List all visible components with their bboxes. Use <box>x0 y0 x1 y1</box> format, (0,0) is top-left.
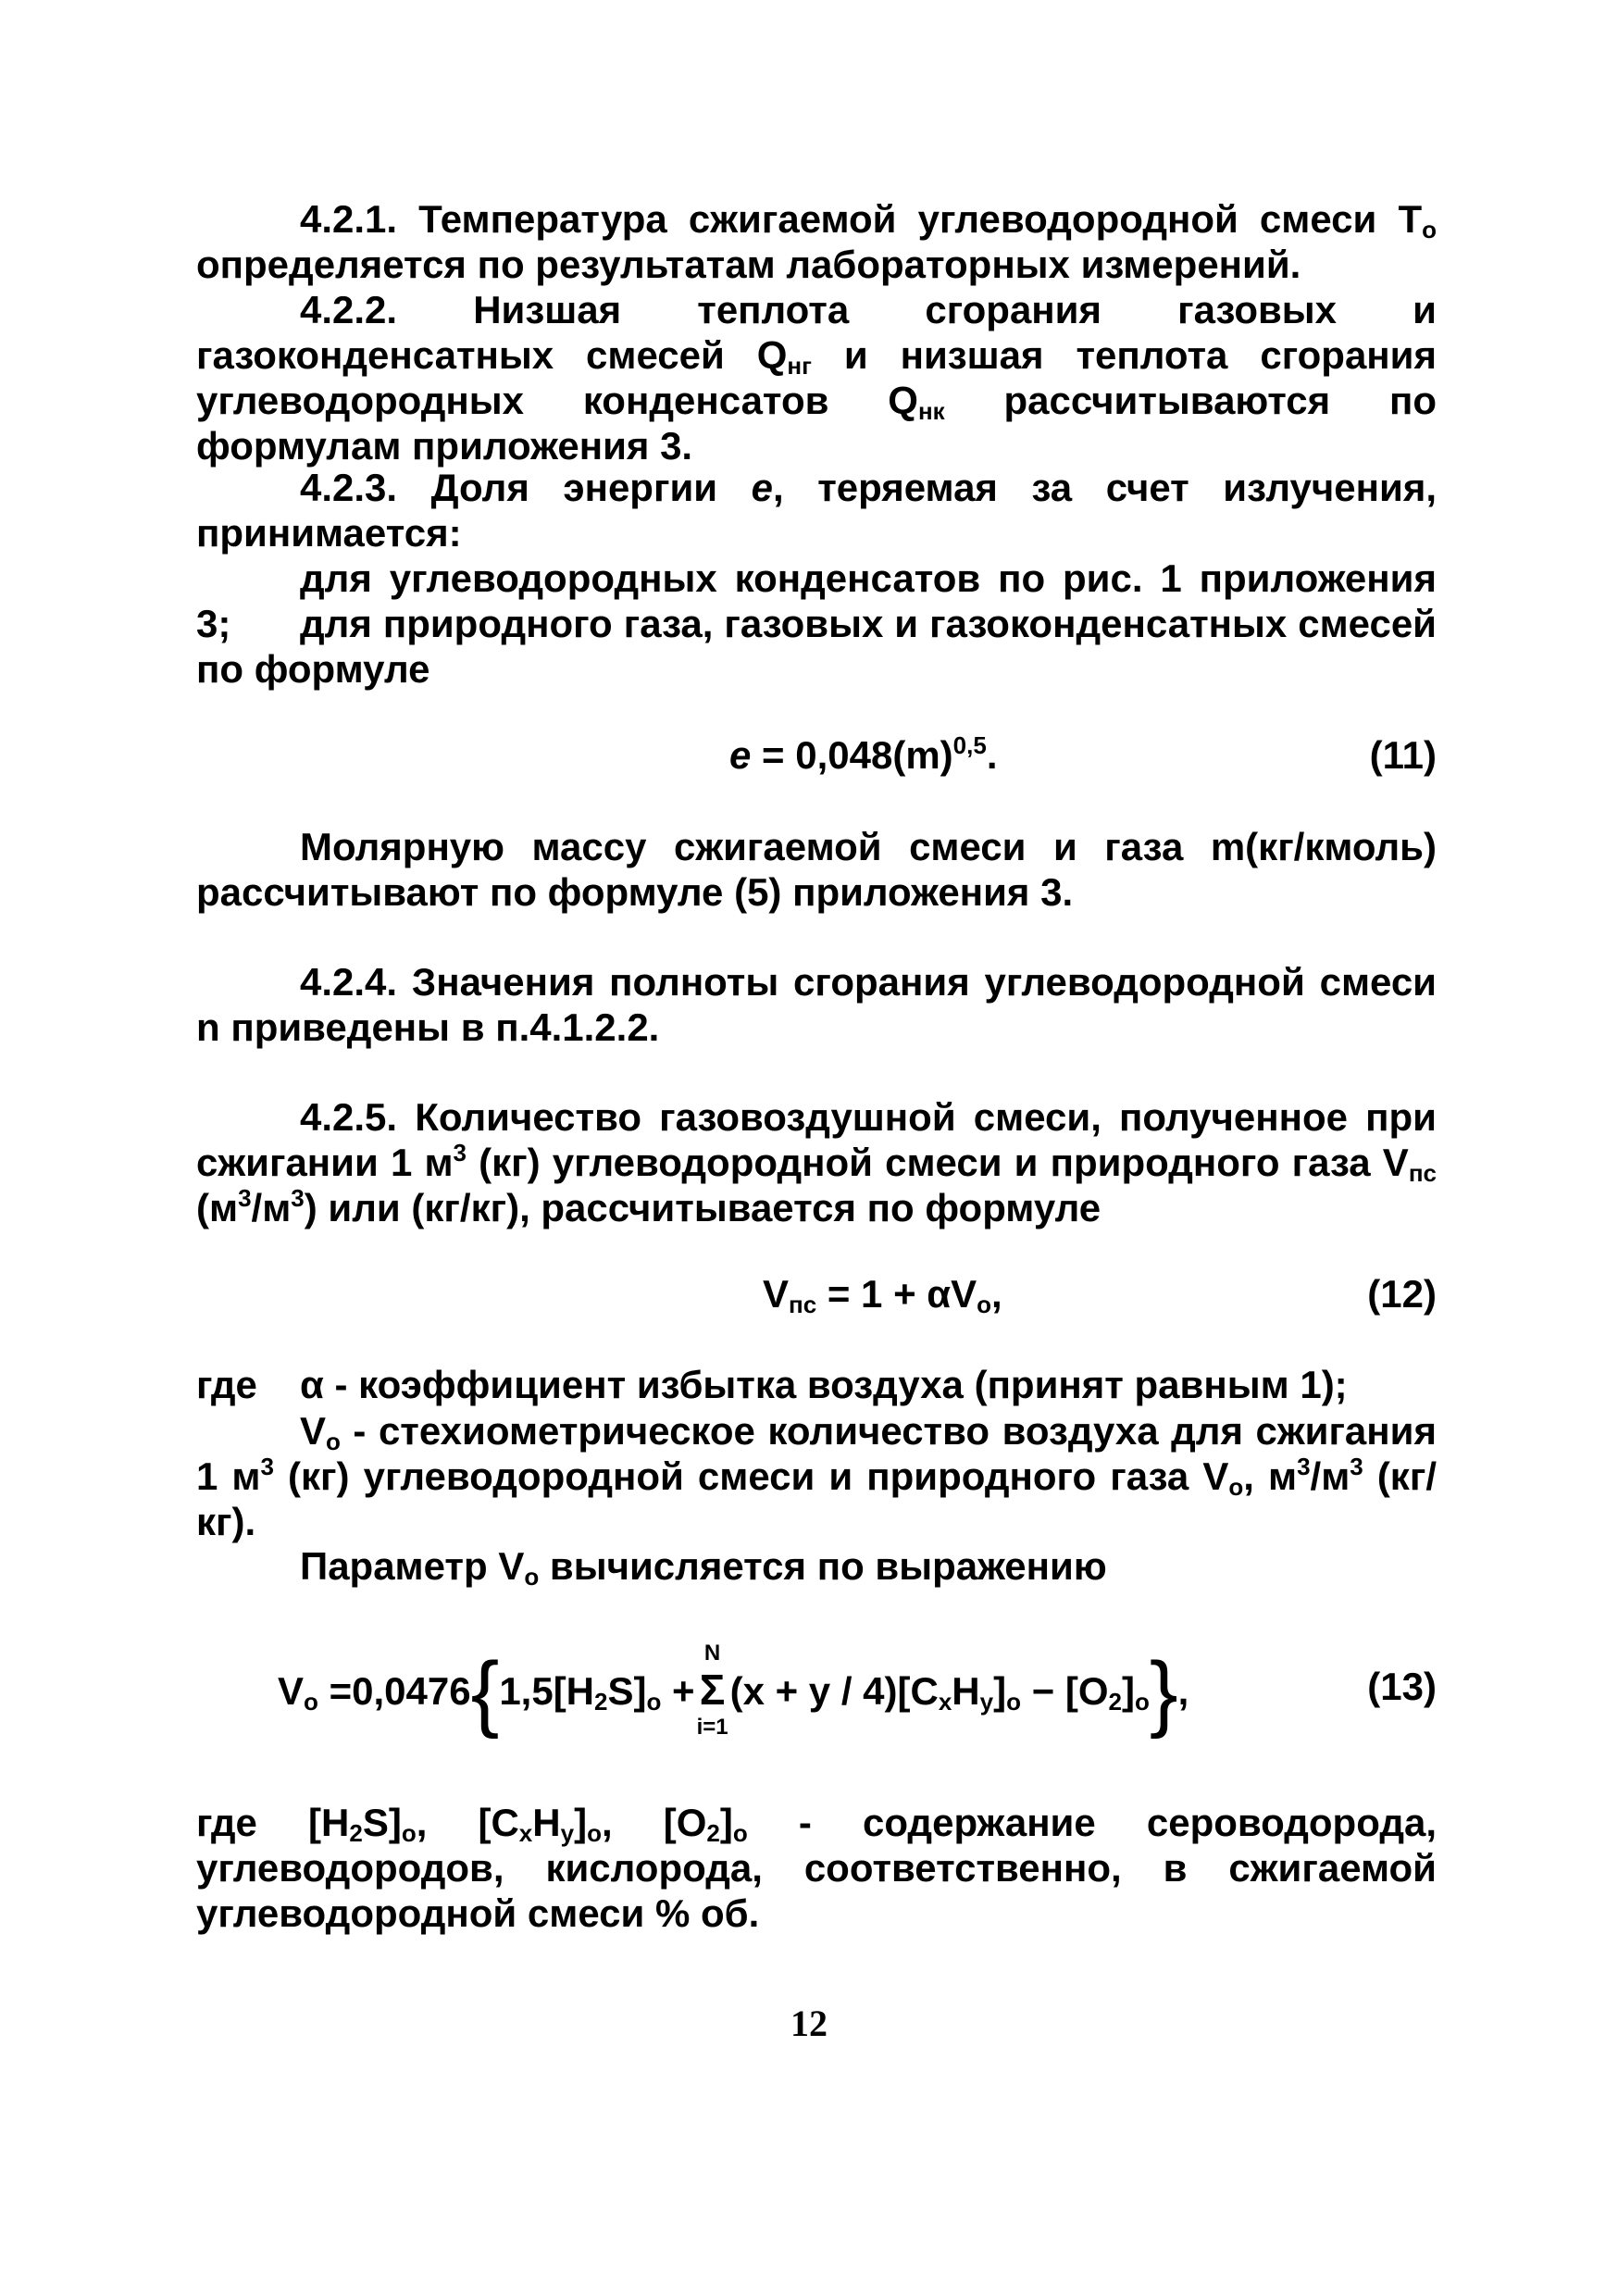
paragraph-4-2-4: 4.2.4. Значения полноты сгорания углеводородной смеси n приведены в п.4.1.2.2. <box>196 960 1437 1049</box>
right-brace: } <box>1149 1645 1178 1740</box>
left-brace: { <box>470 1645 500 1740</box>
paragraph-4-2-3: 4.2.3. Доля энергии e, теряемая за счет излучения, принимается: <box>196 466 1437 555</box>
page-number: 12 <box>790 2003 828 2044</box>
paragraph-molar-mass: Молярную массу сжигаемой смеси и газа m(кг/кмоль) рассчитывают по формуле (5) приложения 3. <box>196 825 1437 914</box>
equation-11-number: (11) <box>1369 733 1437 777</box>
equation-11: $e = 0,048(m)^{0,5}$. <box>729 731 998 777</box>
paragraph-4-2-1: 4.2.1. Температура сжигаемой углеводородной смеси $T_o$ определяется по результатам лабораторных измерений. <box>196 197 1437 286</box>
where-alpha: α - коэффициент избытка воздуха (принят равным 1); <box>300 1363 1348 1406</box>
parameter-v0-line: Параметр $V_o$ вычисляется по выражению <box>300 1544 1107 1591</box>
paragraph-4-2-2: 4.2.2. Низшая теплота сгорания газовых и газоконденсатных смесей $Q_{нг}$ и низшая теплота сгорания углеводородных конденсатов $Q_{нк}$ рассчитываются по формулам приложения 3. <box>196 288 1437 468</box>
equation-12: $V_{пс} = 1 + \alpha V_o$, <box>763 1272 1002 1318</box>
paragraph-4-2-3-line2: для природного газа, газовых и газоконденсатных смесей по формуле <box>196 602 1437 691</box>
equation-13-number: (13) <box>1367 1665 1437 1708</box>
paragraph-where-concentrations: где $[H_2S]_o$, $[C_xH_y]_o$, $[O_2]_o$ - содержание сероводорода, углеводородов, кислорода, соответственно, в сжигаемой углеводородной смеси % об. <box>196 1801 1437 1935</box>
equation-12-number: (12) <box>1367 1272 1437 1316</box>
equation-13: $V_o =0,0476\{1,5[H_2S]_o$ + N Σ i=1 $(x + y / 4)[C_xH_y]_o - [O_2]_o$}, <box>278 1641 1189 1740</box>
paragraph-4-2-3-line1: для углеводородных конденсатов по рис. 1 приложения 3; <box>196 556 1437 645</box>
paragraph-4-2-5: 4.2.5. Количество газовоздушной смеси, полученное при сжигании 1 $м^3$ (кг) углеводородной смеси и природного газа $V_{пс}$ $(м^3/м^3)$ или (кг/кг), рассчитывается по формуле <box>196 1095 1437 1229</box>
summation: N Σ i=1 <box>696 1641 728 1740</box>
where-label: где <box>196 1363 257 1406</box>
where-v0: $V_o$ - стехиометрическое количество воздуха для сжигания 1 $м^3$ (кг) углеводородной смеси и природного газа $V_o$, $м^3/м^3$ (кг/кг). <box>196 1409 1437 1543</box>
